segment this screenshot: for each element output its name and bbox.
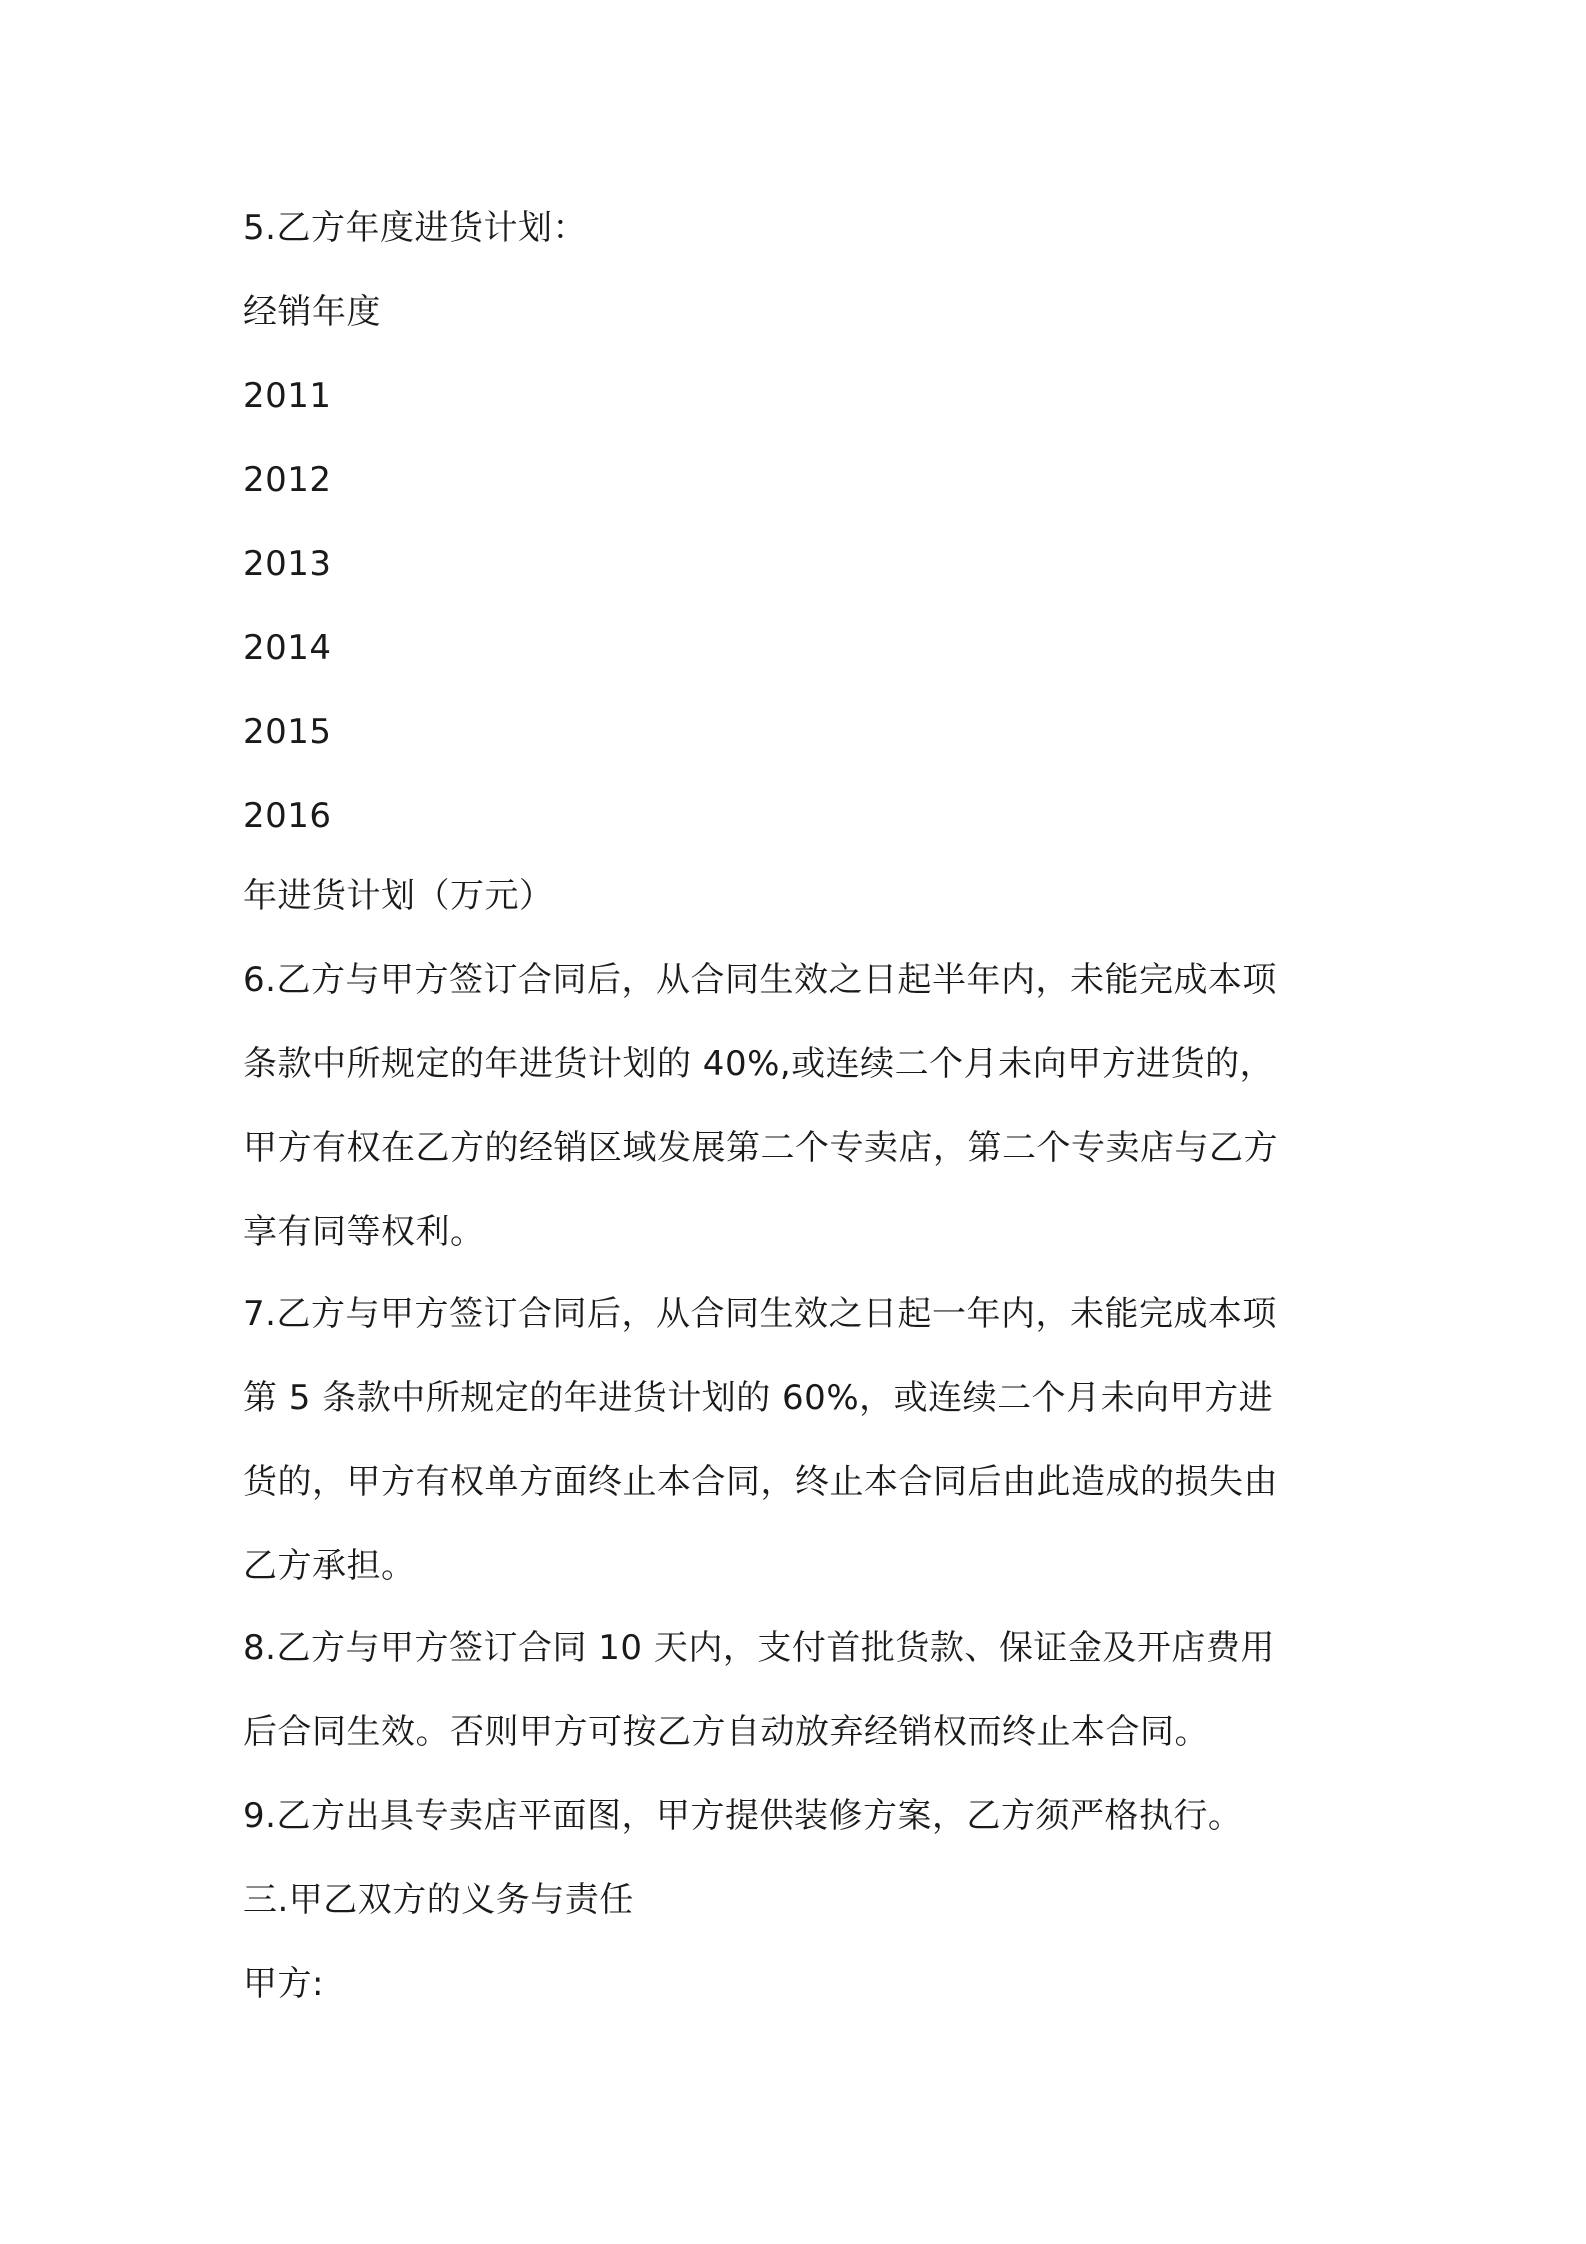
clause-7-line-3: 货的，甲方有权单方面终止本合同，终止本合同后由此造成的损失由 xyxy=(243,1462,1278,1502)
table-header-year: 经销年度 xyxy=(243,292,381,332)
year-2013: 2013 xyxy=(243,544,332,584)
year-2016: 2016 xyxy=(243,796,332,836)
clause-6-line-2: 条款中所规定的年进货计划的 40%,或连续二个月未向甲方进货的， xyxy=(243,1044,1275,1084)
clause-8-line-2: 后合同生效。否则甲方可按乙方自动放弃经销权而终止本合同。 xyxy=(243,1712,1209,1752)
party-a-label: 甲方: xyxy=(243,1964,324,2004)
clause-7-line-2: 第 5 条款中所规定的年进货计划的 60%，或连续二个月未向甲方进 xyxy=(243,1378,1274,1418)
year-2011: 2011 xyxy=(243,376,332,416)
clause-6-line-4: 享有同等权利。 xyxy=(243,1212,485,1252)
section-3-heading: 三.甲乙双方的义务与责任 xyxy=(243,1880,634,1920)
clause-7-line-4: 乙方承担。 xyxy=(243,1546,416,1586)
clause-5-heading: 5.乙方年度进货计划： xyxy=(243,208,587,248)
clause-9: 9.乙方出具专卖店平面图，甲方提供装修方案，乙方须严格执行。 xyxy=(243,1796,1243,1836)
table-header-plan: 年进货计划（万元） xyxy=(243,876,554,916)
year-2014: 2014 xyxy=(243,628,332,668)
clause-7-line-1: 7.乙方与甲方签订合同后，从合同生效之日起一年内，未能完成本项 xyxy=(243,1294,1277,1334)
year-2012: 2012 xyxy=(243,460,332,500)
clause-6-line-1: 6.乙方与甲方签订合同后，从合同生效之日起半年内，未能完成本项 xyxy=(243,960,1277,1000)
year-2015: 2015 xyxy=(243,712,332,752)
clause-6-line-3: 甲方有权在乙方的经销区域发展第二个专卖店，第二个专卖店与乙方 xyxy=(243,1128,1278,1168)
clause-8-line-1: 8.乙方与甲方签订合同 10 天内，支付首批货款、保证金及开店费用 xyxy=(243,1628,1275,1668)
